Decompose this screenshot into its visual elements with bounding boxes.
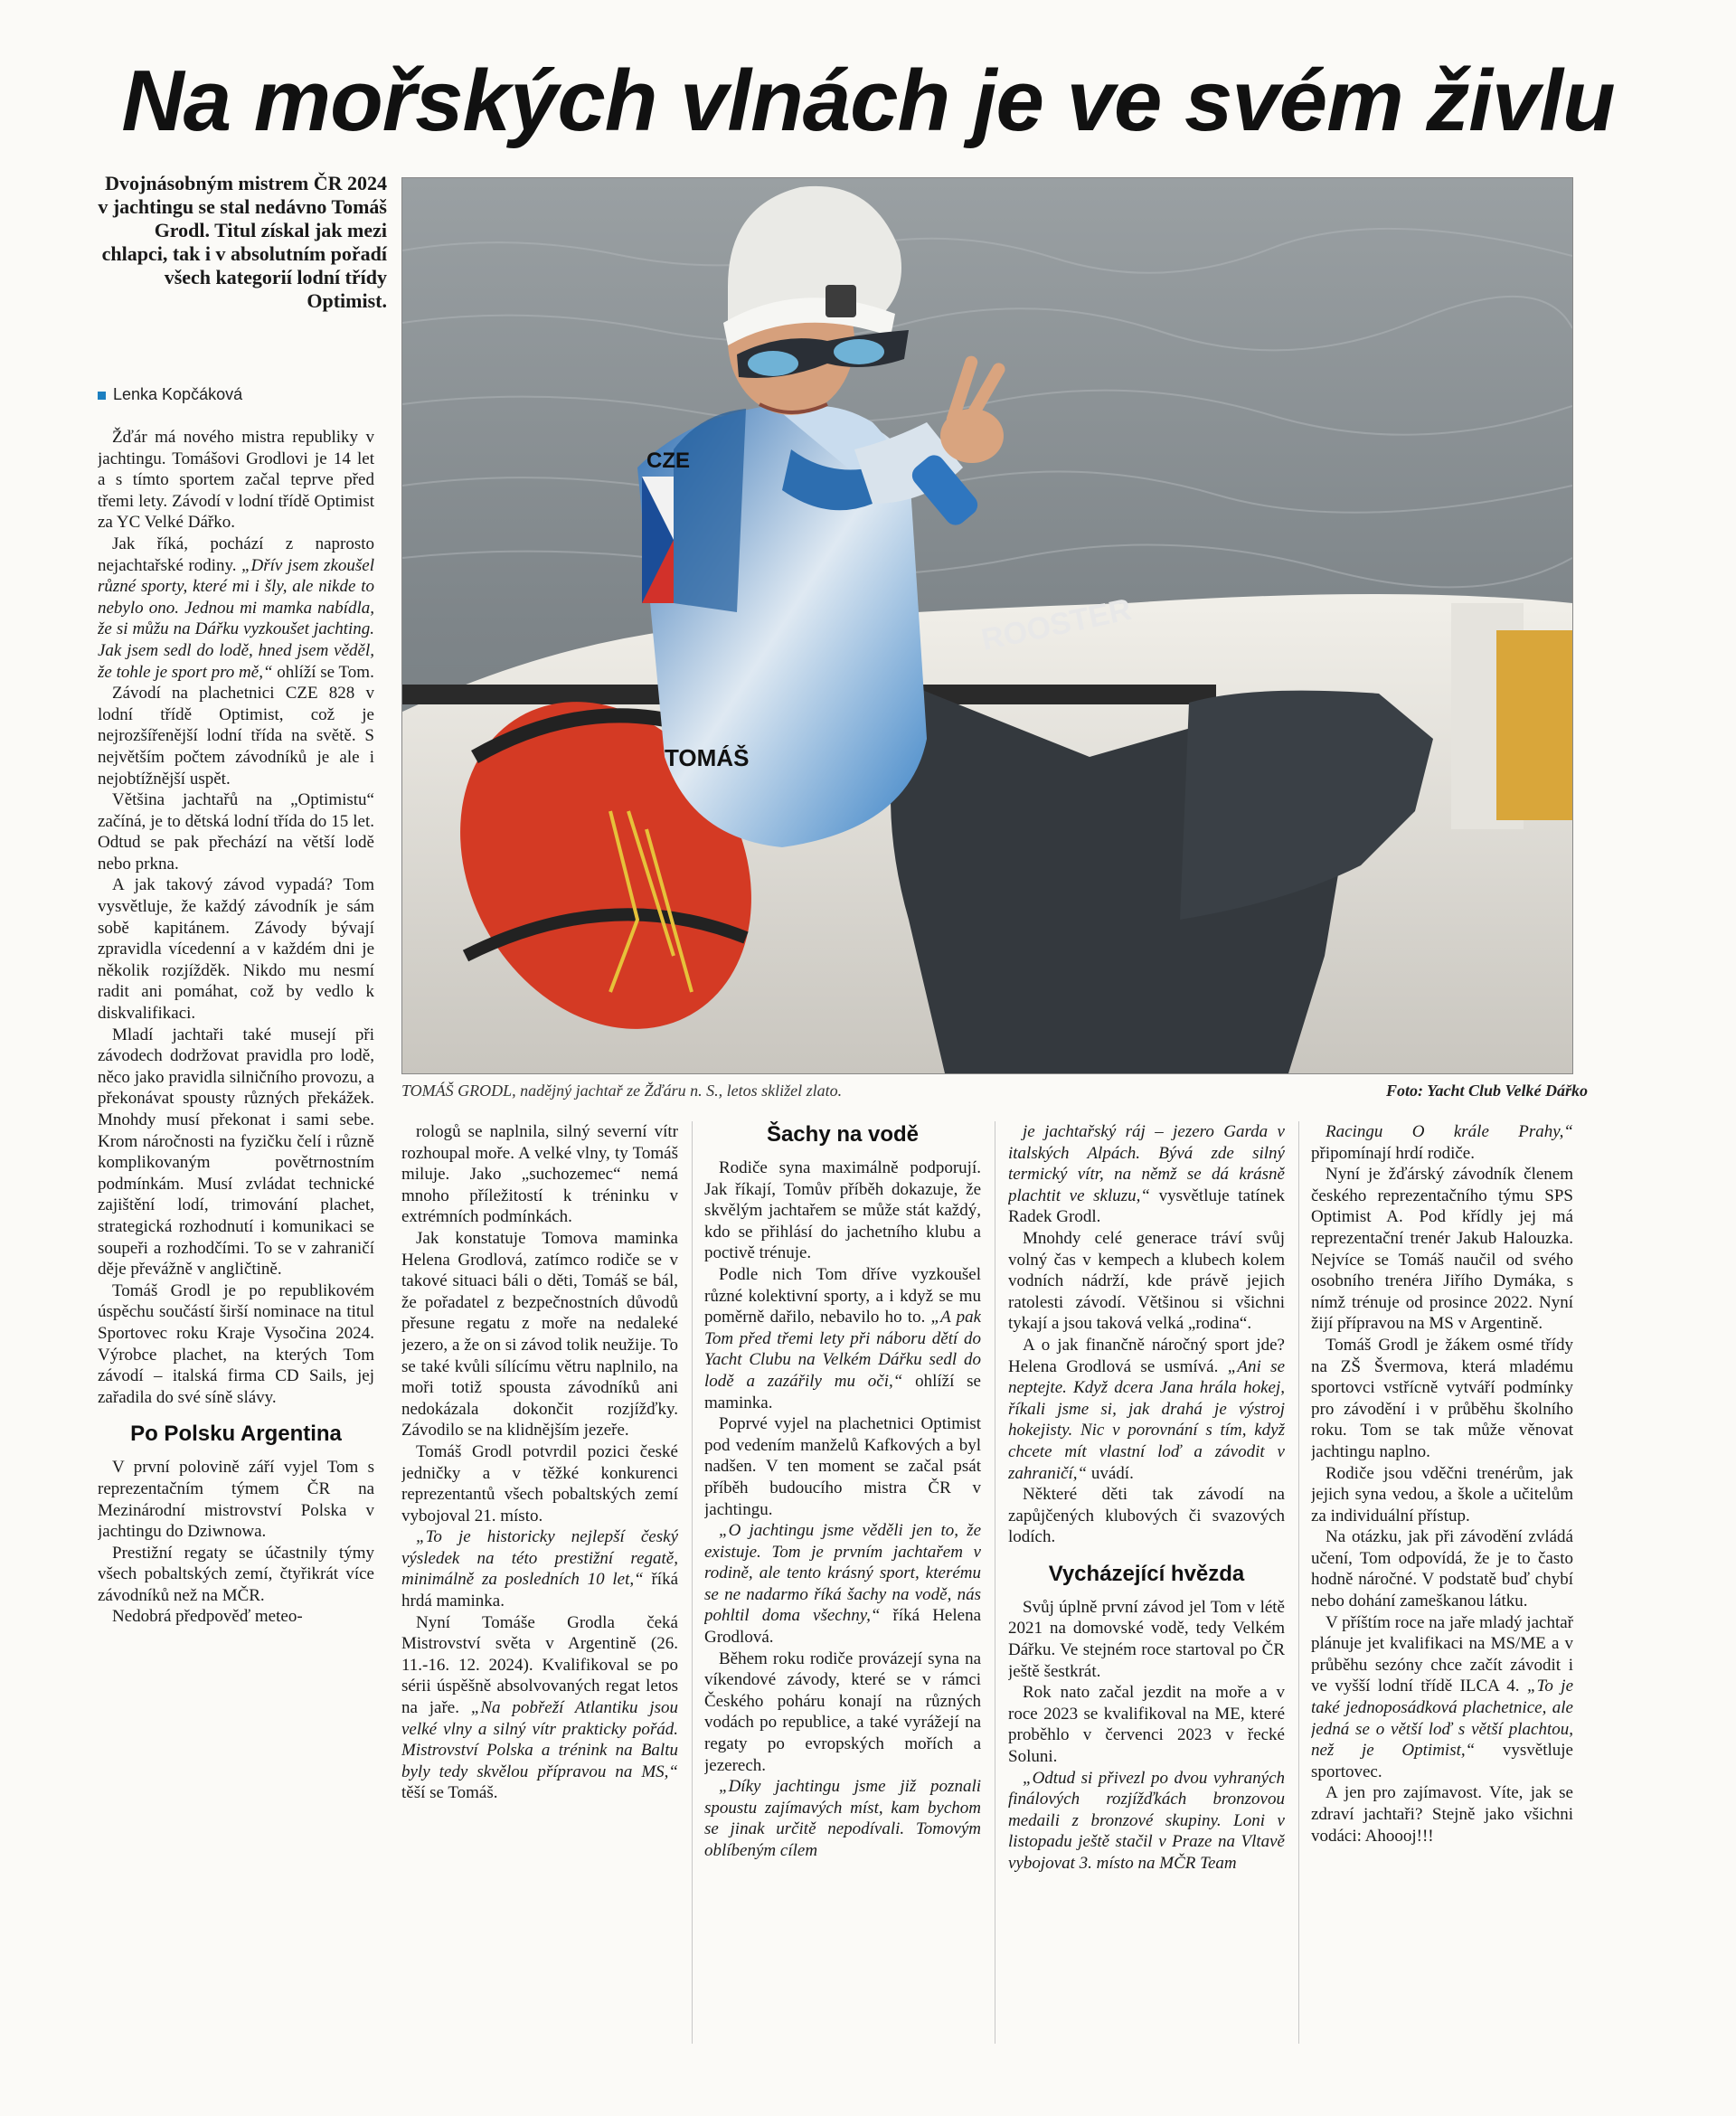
paragraph-text: Rok nato začal jezdit na moře a v roce 2023 se kvalifikoval na ME, které proběhlo v červenci 2023 v řecké Soluni. — [1008, 1683, 1285, 1767]
attribution-text: těší se Tomáš. — [401, 1783, 498, 1803]
article-paragraph — [98, 1543, 374, 1607]
paragraph-text: Většina jachtařů na „Optimistu“ začíná, je to dětská lodní třída do 15 let. Odtud se pak přechází na větší lodě nebo prkna. — [98, 790, 374, 874]
paragraph-text: Rodiče jsou vděčni trenérům, jak jejich syna vedou, a škole a učitelům za individuální přístup. — [1311, 1463, 1573, 1526]
article-paragraph — [1311, 1612, 1573, 1783]
vest-country-text: CZE — [646, 449, 690, 473]
section-subheading: Vycházející hvězda — [1048, 1561, 1245, 1586]
article-paragraph — [98, 1606, 374, 1628]
paragraph-text: Svůj úplně první závod jel Tom v létě 2021 na domovské vodě, tedy Velkém Dářku. Ve stejném roce startoval po ČR ještě šestkrát. — [1008, 1597, 1285, 1681]
article-paragraph — [98, 683, 374, 789]
lead-paragraph: Dvojnásobným mistrem ČR 2024 v jachtingu se stal nedávno Tomáš Grodl. Titul získal jak mezi chlapci, tak i v absolutním pořadí všech kategorií lodní třídy Optimist. — [98, 172, 387, 312]
paragraph-text: Mnohdy celé generace tráví svůj volný čas v kempech a klubech kolem vodních nádrží, kde právě jejich ratolesti závodí. Většinou si všichni tykají a jsou taková velká „rodina“. — [1008, 1228, 1285, 1334]
article-paragraph — [1008, 1597, 1285, 1682]
paragraph-text: Nyní je žďárský závodník členem českého reprezentačního týmu SPS Optimist A. Pod křídly jej má reprezentační trenér Jakub Halouzka. Nejvíce se Tomáš naučil od svého osobního trenéra Jiřího Dymáka, s nímž trénuje od prosince 2022. Nyní žijí přípravou na MS v Argentině. — [1311, 1165, 1573, 1334]
text-column-3 — [704, 1121, 981, 2044]
quote-text: „Díky jachtingu jsme již poznali spoustu zajímavých míst, kam bychom se jinak určitě nepodívali. Tomovým oblíbeným cílem — [704, 1777, 981, 1860]
text-column-2 — [401, 1121, 678, 2044]
paragraph-text: Závodí na plachetnici CZE 828 v lodní třídě Optimist, což je nejrozšířenější lodní třída na světě. S největším počtem závodníků je ale i nejobtížnější uspět. — [98, 684, 374, 789]
section-subheading: Šachy na vodě — [766, 1122, 920, 1147]
article-paragraph — [98, 427, 374, 534]
article-paragraph — [1008, 1682, 1285, 1767]
paragraph-text: Rodiče syna maximálně podporují. Jak říkají, Tomův příběh dokazuje, že skvělým jachtařem se může stát každý, kdo se přihlásí do jachetního klubu a poctivě trénuje. — [704, 1158, 981, 1263]
article-paragraph — [704, 1264, 981, 1413]
article-paragraph — [704, 1776, 981, 1861]
article-paragraph — [704, 1648, 981, 1777]
quote-text: „A pak Tom před třemi lety při náboru dětí do Yacht Clubu na Velkém Dářku sedl do lodě a zazářily mu oči,“ — [704, 1308, 981, 1391]
article-paragraph — [98, 534, 374, 683]
article-paragraph — [401, 1441, 678, 1526]
paragraph-text: Poprvé vyjel na plachetnici Optimist pod vedením manželů Kafkových a byl nadšen. V ten moment se začal psát příběh budoucího mistra ČR v jachtingu. — [704, 1414, 981, 1519]
article-paragraph — [1008, 1335, 1285, 1484]
attribution-text: říká Helena Grodlová. — [704, 1606, 981, 1648]
text-column-5 — [1311, 1121, 1573, 2044]
article-paragraph — [98, 789, 374, 874]
article-paragraph — [401, 1228, 678, 1441]
paragraph-text: Žďár má nového mistra republiky v jachtingu. Tomášovi Grodlovi je 14 let a s tímto sportem začal teprve před třemi lety. Závodí v lodní třídě Optimist za YC Velké Dářko. — [98, 428, 374, 533]
attribution-text: vysvětluje tatínek Radek Grodl. — [1008, 1186, 1285, 1227]
suit-brand-text: ROOSTER — [978, 591, 1135, 658]
article-paragraph — [1311, 1782, 1573, 1847]
headline: Na mořských vlnách je ve svém živlu — [121, 52, 1615, 149]
paragraph-text: A jak takový závod vypadá? Tom vysvětluje, že každý závodník je sám sobě kapitánem. Závody bývají zpravidla vícedenní a v každém dni je několik rozjížděk. Nikdo mu nesmí radit ani pomáhat, což by vedlo k diskvalifikaci. — [98, 875, 374, 1024]
article-paragraph — [1311, 1164, 1573, 1335]
article-paragraph — [98, 1025, 374, 1280]
article-photo — [401, 177, 1573, 1074]
paragraph-text: A o jak finančně náročný sport jde? Helena Grodlová se usmívá. — [1008, 1335, 1285, 1376]
paragraph-text: Nedobrá předpověď meteo- — [112, 1607, 303, 1627]
attribution-text: ohlíží se Tom. — [272, 662, 374, 682]
quote-text: „To je historicky nejlepší český výsledek na této prestižní regatě, minimálně za posledních 10 let,“ — [401, 1527, 678, 1590]
beanie-patch — [826, 285, 856, 317]
article-paragraph — [1008, 1484, 1285, 1548]
article-paragraph — [704, 1413, 981, 1520]
paragraph-text: Tomáš Grodl je žákem osmé třídy na ZŠ Švermova, která mladému sportovci vstřícně vytváří podmínky pro závodění i v průběhu školního roku. Tom se tak může věnovat jachtingu naplno. — [1311, 1335, 1573, 1461]
article-paragraph — [401, 1612, 678, 1804]
article-paragraph — [704, 1520, 981, 1648]
paragraph-text: Nyní Tomáše Grodla čeká Mistrovství světa v Argentině (26. 11.-16. 12. 2024). Kvalifikoval se po sérii úspěšně absolvovaných regat letos na jaře. — [401, 1612, 678, 1718]
quote-text: „O jachtingu jsme věděli jen to, že existuje. Tom je prvním jachtařem v rodině, ale tento krásný sport, kterému se ne nadarmo říká šachy na vodě, nás pohltil doma všechny,“ — [704, 1521, 981, 1626]
quote-text: „Na pobřeží Atlantiku jsou velké vlny a silný vítr prakticky pořád. Mistrovství Polska a trénink na Baltu byly tedy skvělou přípravou na MS,“ — [401, 1698, 678, 1781]
attribution-text: říká hrdá maminka. — [401, 1570, 678, 1611]
photo-caption: TOMÁŠ GRODL, nadějný jachtař ze Žďáru n. S., letos skližel zlato. — [401, 1082, 843, 1100]
paragraph-text: Některé děti tak závodí na zapůjčených klubových či svazových lodích. — [1008, 1485, 1285, 1547]
quote-text: „Dřív jsem zkoušel různé sporty, které mi i šly, ale nikde to nebylo ono. Jednou mi mamka nabídla, že si můžu na Dářku vyzkoušet jachting. Jak jsem sedl do lodě, hned jsem věděl, že tohle je sport pro mě,“ — [98, 555, 374, 682]
paragraph-text: rologů se naplnila, silný severní vítr rozhoupal moře. A velké vlny, ty Tomáš miluje. Jako „suchozemec“ nemá mnoho příležitostí k tréninku v extrémních podmínkách. — [401, 1122, 678, 1227]
byline-square-icon — [98, 392, 106, 400]
article-paragraph — [401, 1526, 678, 1611]
article-paragraph — [401, 1121, 678, 1228]
vest-name-text: TOMÁŠ — [665, 744, 750, 771]
paragraph-text: V první polovině září vyjel Tom s reprezentačním týmem ČR na Mezinárodní mistrovství Polska v jachtingu do Dziwnowa. — [98, 1458, 374, 1542]
article-paragraph — [98, 874, 374, 1024]
paragraph-text: V příštím roce na jaře mladý jachtař plánuje jet kvalifikaci na MS/ME a v průběhu sezóny chce začít závodit i ve vyšší lodní třídě ILCA 4. — [1311, 1612, 1573, 1696]
paragraph-text: Na otázku, jak při závodění zvládá učení, Tom odpovídá, že je to často hodně náročné. V podstatě buď chybí nebo dohání zameškanou látku. — [1311, 1527, 1573, 1611]
quote-text: Racingu O krále Prahy,“ — [1326, 1122, 1573, 1141]
article-paragraph — [1311, 1335, 1573, 1463]
article-paragraph — [1008, 1228, 1285, 1335]
yellow-box — [1496, 630, 1572, 820]
article-paragraph — [1311, 1526, 1573, 1611]
photo-credit: Foto: Yacht Club Velké Dářko — [1385, 1082, 1588, 1100]
quote-text: „Odtud si přivezl po dvou vyhraných finálových rozjížďkách bronzovou medaili z bronzové skupiny. Loni v listopadu ještě stačil v Praze na Vltavě vybojovat 3. místo na MČR Team — [1008, 1768, 1285, 1873]
paragraph-text: Během roku rodiče provázejí syna na víkendové závody, které se v rámci Českého poháru konají na různých vodách po republice, a také vyrážejí na regaty po evropských mořích a jezerech. — [704, 1648, 981, 1775]
paragraph-text: Jak konstatuje Tomova maminka Helena Grodlová, zatímco rodiče se v takové situaci báli o děti, Tomáš se bál, že pořadatel z bezpečnostních důvodů přesune regatu z moře na nedaleké jezero, a že on si závod tolik neužije. To se také kvůli sílícímu větru naplnilo, na moři totiž spousta závodníků ani nedokázala dokončit rozjížďky. Závodilo se na klidnějším jezeře. — [401, 1228, 678, 1441]
paragraph-text: Podle nich Tom dříve vyzkoušel různé kolektivní sporty, a i když se mu poměrně dařilo, nebavilo ho to. — [704, 1264, 981, 1327]
column-rule — [1298, 1121, 1299, 2044]
attribution-text: ohlíží se maminka. — [704, 1371, 981, 1412]
article-paragraph — [1008, 1121, 1285, 1228]
article-paragraph — [704, 1157, 981, 1264]
attribution-text: vysvětluje sportovec. — [1311, 1741, 1573, 1781]
quote-text: je jachtařský ráj – jezero Garda v italských Alpách. Bývá zde silný termický vítr, na němž se dá krásně plachtit ve skluzu,“ — [1008, 1122, 1285, 1205]
article-paragraph — [1311, 1121, 1573, 1164]
paragraph-text: Mladí jachtaři také musejí při závodech dodržovat pravidla pro lodě, něco jako pravidla silničního provozu, a překonávat spousty různých překážek. Mnohdy musí překonat i sami sebe. Krom náročnosti na fyzičku čelí i různě komplikovaným povětrnostním podmínkám. Musí zvládat technické zajištění lodí, trimování plachet, strategická rozhodnutí i komunikaci se soupeři a rozhodčími. To se v zahraničí děje převážně v angličtině. — [98, 1025, 374, 1280]
text-column-1 — [98, 427, 374, 2045]
sailor-photo-illustration — [402, 178, 1572, 1073]
byline — [98, 385, 387, 404]
text-column-4 — [1008, 1121, 1285, 2044]
section-subheading: Po Polsku Argentina — [130, 1422, 342, 1447]
paragraph-text: Prestižní regaty se účastnily týmy všech pobaltských zemí, čtyřikrát více závodníků než na MČR. — [98, 1543, 374, 1605]
article-paragraph — [98, 1280, 374, 1409]
article-paragraph — [98, 1457, 374, 1542]
attribution-text: připomínají hrdí rodiče. — [1311, 1143, 1475, 1163]
paragraph-text: Tomáš Grodl je po republikovém úspěchu součástí širší nominace na titul Sportovec roku Kraje Vysočina 2024. Výrobce plachet, na kterých Tom závodí – italská firma CD Sails, jej zařadila do své síně slávy. — [98, 1280, 374, 1407]
paragraph-text: Tomáš Grodl potvrdil pozici české jedničky a v těžké konkurenci reprezentantů všech pobaltských zemí vybojoval 21. místo. — [401, 1441, 678, 1526]
quote-text: „Ani se neptejte. Když dcera Jana hrála hokej, říkali jsme si, jak drahá je výstroj hokejisty. Nic v porovnání s tím, když chcete mít vlastní loď a závodit v zahraničí,“ — [1008, 1356, 1285, 1483]
article-paragraph — [1008, 1768, 1285, 1875]
column-rule — [692, 1121, 693, 2044]
quote-text: „To je také jednoposádková plachetnice, ale jedná se o větší loď s větší plachtou, než je Optimist,“ — [1311, 1677, 1573, 1761]
attribution-text: uvádí. — [1087, 1463, 1134, 1483]
author-name: Lenka Kopčáková — [113, 385, 243, 403]
paragraph-text: A jen pro zajímavost. Víte, jak se zdraví jachtaři? Stejně jako všichni vodáci: Ahoooj!!! — [1311, 1783, 1573, 1846]
paragraph-text: Jak říká, pochází z naprosto nejachtařské rodiny. — [98, 534, 374, 575]
article-paragraph — [1311, 1463, 1573, 1527]
